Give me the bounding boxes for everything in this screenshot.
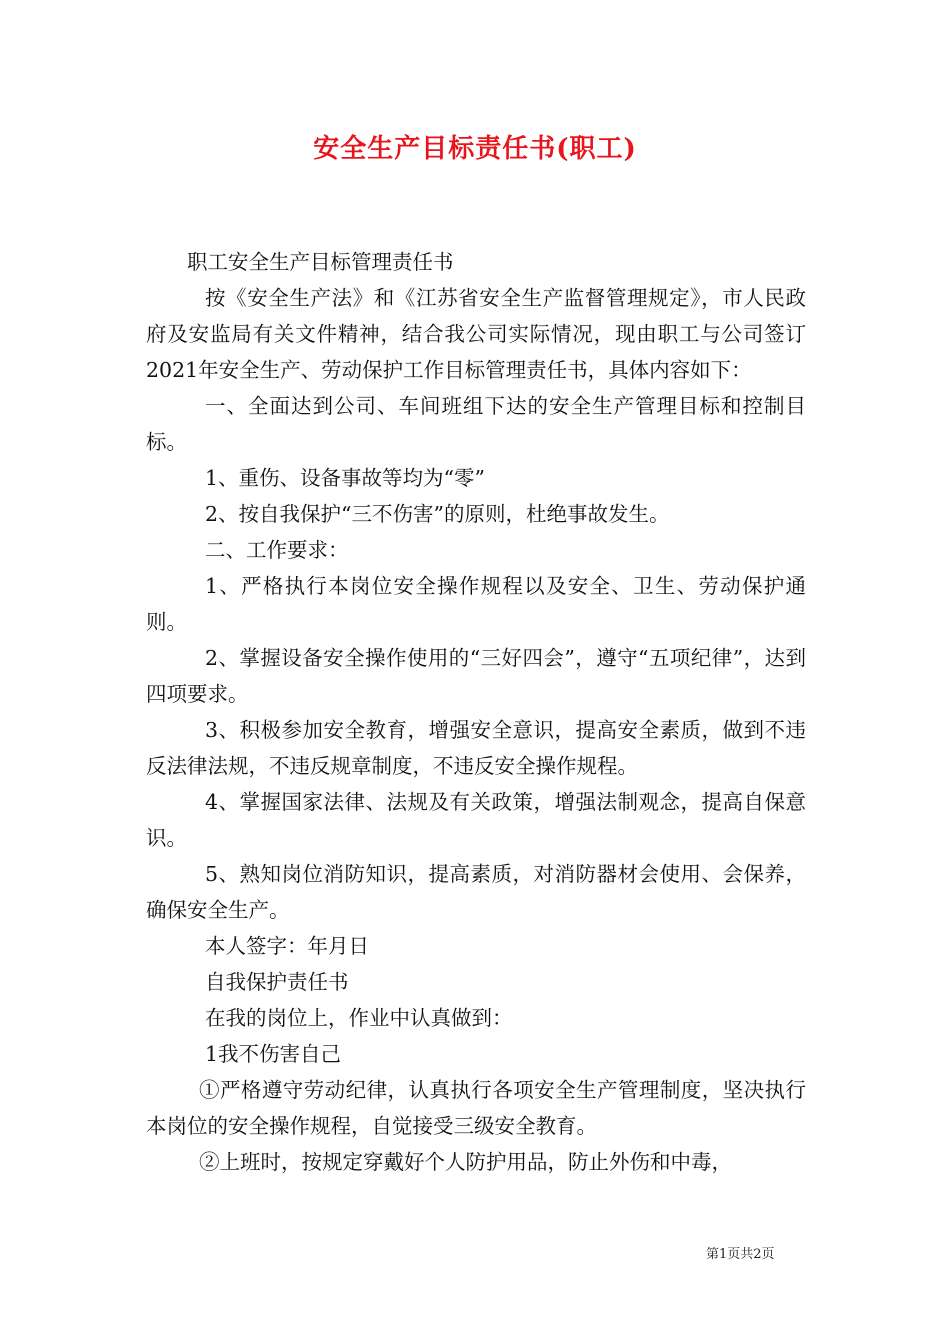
paragraph-section-2: 二、工作要求：	[205, 538, 349, 562]
paragraph-item: 4、掌握国家法律、法规及有关政策，增强法制观念，提高自保意识。	[146, 790, 806, 850]
paragraph-item: 1、严格执行本岗位安全操作规程以及安全、卫生、劳动保护通则。	[146, 574, 806, 634]
document-title: 安全生产目标责任书(职工)	[313, 134, 637, 164]
paragraph-intro: 按《安全生产法》和《江苏省安全生产监督管理规定》，市人民政府及安监局有关文件精神，结合我公司实际情况，现由职工与公司签订2021年安全生产、劳动保护工作目标管理责任书，具体内容如下：	[146, 286, 806, 382]
document-body	[146, 238, 806, 1180]
paragraph-item: ①严格遵守劳动纪律，认真执行各项安全生产管理制度，坚决执行本岗位的安全操作规程，自觉接受三级安全教育。	[146, 1078, 806, 1138]
paragraph-item: 在我的岗位上，作业中认真做到：	[205, 1006, 513, 1030]
paragraph-section-1: 一、全面达到公司、车间班组下达的安全生产管理目标和控制目标。	[146, 394, 806, 454]
paragraph-item: ②上班时，按规定穿戴好个人防护用品，防止外伤和中毒，	[199, 1150, 732, 1174]
page-number: 第1页共2页	[706, 1247, 775, 1262]
paragraph-item: 2、掌握设备安全操作使用的“三好四会”，遵守“五项纪律”，达到四项要求。	[146, 646, 806, 706]
paragraph-item: 2、按自我保护“三不伤害”的原则，杜绝事故发生。	[205, 502, 670, 526]
paragraph-item: 3、积极参加安全教育，增强安全意识，提高安全素质，做到不违反法律法规，不违反规章制度，不违反安全操作规程。	[146, 718, 806, 778]
paragraph-heading: 职工安全生产目标管理责任书	[187, 250, 454, 274]
paragraph-subheading: 自我保护责任书	[205, 970, 349, 994]
paragraph-item: 1、重伤、设备事故等均为“零”	[205, 466, 486, 490]
paragraph-item: 1我不伤害自己	[205, 1042, 342, 1066]
signature-line: 本人签字：年月日	[205, 934, 369, 958]
paragraph-item: 5、熟知岗位消防知识，提高素质，对消防器材会使用、会保养，确保安全生产。	[146, 862, 806, 922]
